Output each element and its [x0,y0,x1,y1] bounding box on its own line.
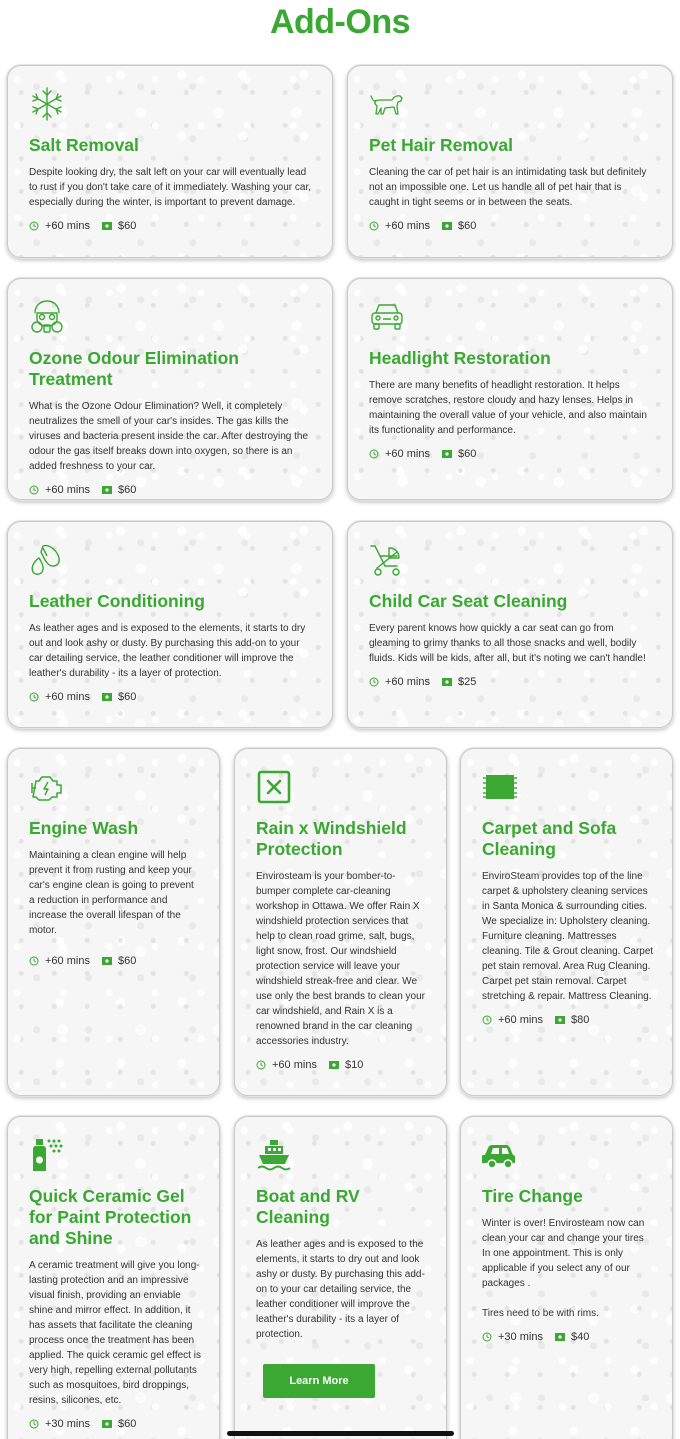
price: $60 [117,1418,137,1430]
addon-card-ceramic-gel[interactable] [7,1116,220,1439]
clock-icon [369,677,379,687]
card-meta [29,483,314,497]
money-icon [102,486,112,494]
duration: +60 mins [45,691,90,703]
money-icon [555,1016,565,1024]
stroller-icon [369,542,405,578]
card-description: As leather ages and is exposed to the elements, it starts to dry out and look ashy or dusty. By purchasing this add-on to your car detailing service, the leather conditioner will improve the leather's durability - its a layer of protection. [29,623,306,679]
card-meta [482,1013,654,1027]
card-title: Leather Conditioning [29,591,205,611]
duration: +30 mins [498,1331,543,1343]
clock-icon [29,221,39,231]
engine-icon [29,769,65,805]
price: $25 [457,676,477,688]
card-description: Winter is over! Envirosteam now can clean your car and change your tires In one appointment. This is only applicable if you select any of our packages . [482,1218,645,1289]
price: $60 [457,448,477,460]
card-description: EnviroSteam provides top of the line carpet & upholstery cleaning services in Santa Monica & surrounding cities. We specialize in: Upholstery cleaning. Furniture cleaning. Mattresses cleaning. Tile & Grout cleaning. Carpet pet stain removal. Area Rug Cleaning. Carpet pet stain removal. Carpet stretching & repair. Mattress Cleaning. [482,871,654,1002]
card-meta [29,219,314,233]
card-title: Salt Removal [29,135,139,155]
money-icon [102,222,112,230]
clock-icon [29,956,39,966]
price: $40 [570,1331,590,1343]
price: $10 [344,1059,364,1071]
card-title: Boat and RV Cleaning [256,1186,360,1227]
money-icon [329,1061,339,1069]
boat-icon [256,1137,292,1173]
gas-mask-icon [29,299,65,335]
clock-icon [369,221,379,231]
addon-card-salt-removal[interactable] [7,65,333,258]
clock-icon [256,1060,266,1070]
car-icon [482,1137,518,1173]
clock-icon [29,485,39,495]
card-description: As leather ages and is exposed to the elements, it starts to dry out and look ashy or dusty. By purchasing this add-on to your car detailing service, the leather conditioner will improve the leather's durability - its a layer of protection. [256,1239,425,1340]
price: $60 [117,484,137,496]
card-description: Maintaining a clean engine will help prevent it from rusting and keep your car's engine clean is going to prevent a reduction in performance and increase the overall lifespan of the motor. [29,850,194,936]
card-title: Engine Wash [29,818,139,838]
clock-icon [482,1332,492,1342]
windshield-x-icon [256,769,292,805]
addon-card-pet-hair-removal[interactable] [347,65,673,258]
addon-card-headlight-restoration[interactable] [347,278,673,500]
card-meta [29,1417,201,1431]
money-icon [442,678,452,686]
home-indicator[interactable] [227,1431,454,1436]
card-description: What is the Ozone Odour Elimination? Well, it completely neutralizes the smell of your car's insides. The gas kills the viruses and bacteria present inside the car. After destroying the odour the gas itself breaks down into oxygen, so there is an added freshness to your car. [29,401,309,472]
card-meta [369,447,654,461]
card-title: Quick Ceramic Gel for Paint Protection and Shine [29,1186,192,1248]
price: $60 [117,220,137,232]
card-meta [369,219,654,233]
card-title: Pet Hair Removal [369,135,513,155]
spray-bottle-icon [29,1137,65,1173]
clock-icon [29,1419,39,1429]
price: $60 [457,220,477,232]
duration: +60 mins [45,484,90,496]
card-meta [29,690,314,704]
addon-card-ozone-odour[interactable] [7,278,333,500]
card-description: Despite looking dry, the salt left on your car will eventually lead to rust if you don't take care of it immediately. Washing your car, especially during the winter, is important to prevent damage. [29,167,312,208]
card-description: Every parent knows how quickly a car seat can go from gleaming to grimy thanks to all those snacks and well, bodily fluids. Kids will be kids, after all, but it's noting we can't handle! [369,623,646,664]
car-front-icon [369,299,405,335]
leather-bottle-icon [29,542,65,578]
price: $80 [570,1014,590,1026]
money-icon [102,957,112,965]
duration: +60 mins [385,448,430,460]
card-title: Ozone Odour Elimination Treatment [29,348,239,389]
card-title: Child Car Seat Cleaning [369,591,568,611]
money-icon [442,450,452,458]
card-description: Cleaning the car of pet hair is an intimidating task but definitely not an impossible one. Let us handle all of pet hair that is caught in tight seems or in between the seats. [369,167,647,208]
clock-icon [482,1015,492,1025]
page-title: Add-Ons [269,3,411,41]
card-title: Tire Change [482,1186,583,1206]
addon-card-rain-x-windshield[interactable] [234,748,447,1096]
duration: +30 mins [45,1418,90,1430]
card-meta [29,954,201,968]
carpet-icon [482,769,518,805]
duration: +60 mins [272,1059,317,1071]
money-icon [555,1333,565,1341]
card-description: There are many benefits of headlight restoration. It helps remove scratches, restore cloudy and hazy lenses. Helps in maintaining the overall value of your vehicle, and also maintain its functionality and performance. [369,380,647,436]
addon-card-leather-conditioning[interactable] [7,521,333,728]
duration: +60 mins [385,220,430,232]
clock-icon [29,692,39,702]
duration: +60 mins [45,955,90,967]
card-description: Envirosteam is your bomber-to-bumper complete car-cleaning workshop in Ottawa. We offer Rain X windshield protection services that help to clean road grime, salt, bugs, light snow, frost. Our windshield protection service will leave your windshield streak-free and clear. We use only the best brands to clean your car windshield, and Rain X is a renowned brand in the car cleaning accessories industry. [256,871,425,1047]
money-icon [102,1420,112,1428]
price: $60 [117,955,137,967]
clock-icon [369,449,379,459]
addon-card-child-car-seat[interactable] [347,521,673,728]
duration: +60 mins [385,676,430,688]
card-title: Rain x Windshield Protection [256,818,407,859]
duration: +60 mins [498,1014,543,1026]
addon-card-tire-change[interactable] [460,1116,673,1439]
card-title: Headlight Restoration [369,348,551,368]
card-note: Tires need to be with rims. [482,1308,599,1319]
learn-more-button[interactable]: Learn More [263,1364,375,1398]
snowflake-icon [29,86,65,122]
money-icon [442,222,452,230]
addon-card-boat-rv[interactable] [234,1116,447,1439]
money-icon [102,693,112,701]
card-description: A ceramic treatment will give you long-lasting protection and an impressive visual finish, providing an enviable shine and mirror effect. In addition, it has assets that facilitate the cleaning process once the treatment has been applied. The quick ceramic gel effect is very high, repelling external pollutants such as mosquitoes, bird droppings, resins, silicones, etc. [29,1260,201,1406]
addon-card-engine-wash[interactable] [7,748,220,1096]
price: $60 [117,691,137,703]
card-meta [256,1058,428,1072]
card-meta [482,1330,654,1344]
card-title: Carpet and Sofa Cleaning [482,818,617,859]
dog-icon [369,86,405,122]
card-meta [369,675,654,689]
addon-card-carpet-sofa[interactable] [460,748,673,1096]
duration: +60 mins [45,220,90,232]
